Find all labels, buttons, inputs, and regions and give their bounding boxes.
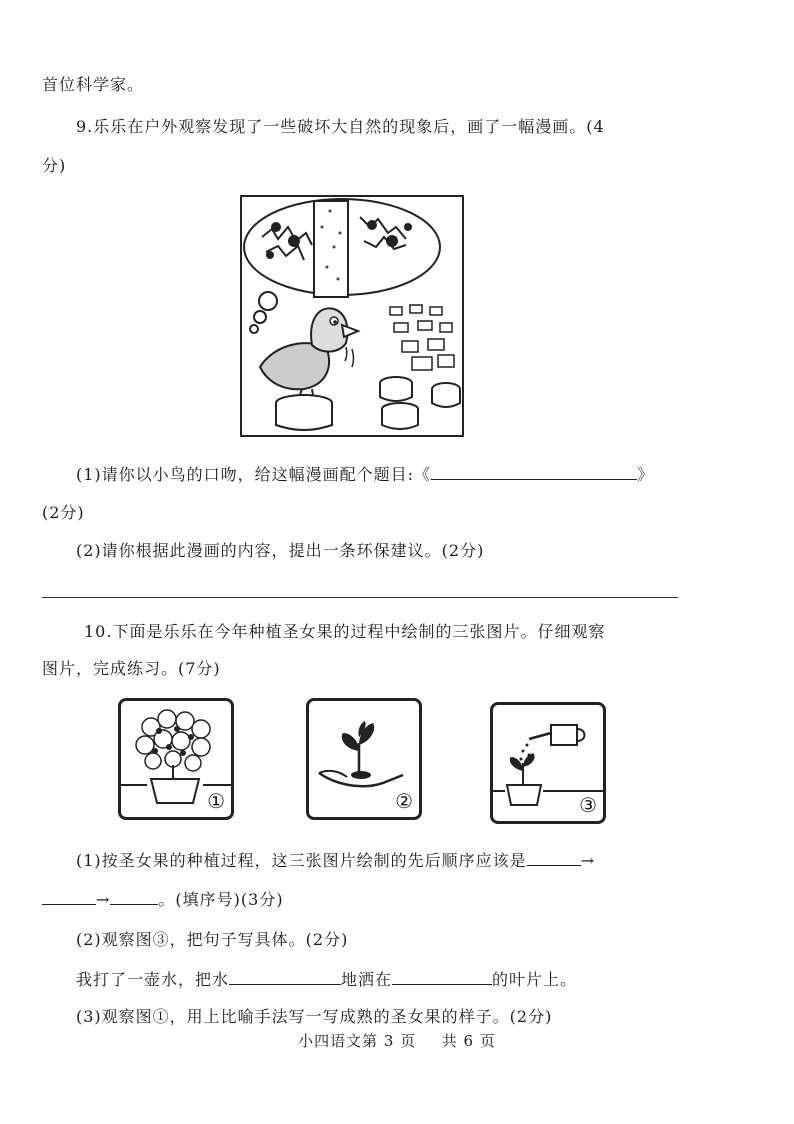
question-10-text-cont: 图片，完成练习。(7分) <box>42 659 221 678</box>
question-10-1-tail: 。(填序号)(3分) <box>158 890 284 909</box>
picture-3-watering-plant <box>490 702 606 824</box>
question-10-1-prefix: (1)按圣女果的种植过程，这三张图片绘制的先后顺序应该是 <box>76 851 527 870</box>
title-answer-blank[interactable] <box>431 461 637 480</box>
question-10-3-text: (3)观察图①，用上比喻手法写一写成熟的圣女果的样子。(2分) <box>76 1007 553 1026</box>
order-blank-3[interactable] <box>110 886 158 905</box>
sentence-part-1: 我打了一壶水，把水 <box>76 970 230 989</box>
page-number: 小四语文第 3 页 <box>298 1032 417 1050</box>
picture-3-number: ③ <box>579 793 597 817</box>
manner-blank[interactable] <box>229 966 341 985</box>
comic-drawing <box>242 197 462 435</box>
order-blank-1[interactable] <box>527 847 581 866</box>
question-9-2-text: (2)请你根据此漫画的内容，提出一条环保建议。(2分) <box>76 541 485 560</box>
bird-comic-illustration <box>240 195 464 437</box>
question-10-text: 10.下面是乐乐在今年种植圣女果的过程中绘制的三张图片。仔细观察 <box>84 622 606 641</box>
answer-line-9-2[interactable] <box>42 597 678 598</box>
carryover-text: 首位科学家。 <box>42 75 145 94</box>
picture-2-number: ② <box>395 789 413 813</box>
picture-1-mature-plant <box>118 698 234 820</box>
page-footer <box>0 1030 794 1051</box>
arrow-1: → <box>580 851 596 870</box>
question-9-points: 分) <box>42 156 67 175</box>
picture-2-seedling-in-hand <box>306 698 422 820</box>
question-9-1-text <box>76 461 654 485</box>
question-10-1-text <box>76 847 595 871</box>
sentence-part-2: 地洒在 <box>341 970 393 989</box>
sentence-part-3: 的叶片上。 <box>492 970 578 989</box>
question-9-text: 9.乐乐在户外观察发现了一些破坏大自然的现象后，画了一幅漫画。(4 <box>76 117 605 136</box>
question-9-1-suffix: 》 <box>637 465 655 484</box>
object-blank[interactable] <box>392 966 492 985</box>
question-10-2-text: (2)观察图③，把句子写具体。(2分) <box>76 930 349 949</box>
question-10-1-cont <box>42 886 284 910</box>
question-9-1-prefix: (1)请你以小鸟的口吻，给这幅漫画配个题目:《 <box>76 465 432 484</box>
picture-1-number: ① <box>207 789 225 813</box>
order-blank-2[interactable] <box>42 886 96 905</box>
arrow-2: → <box>96 890 111 909</box>
question-10-2-sentence <box>76 966 577 990</box>
total-pages: 共 6 页 <box>441 1032 496 1050</box>
question-9-1-points: (2分) <box>42 503 85 522</box>
